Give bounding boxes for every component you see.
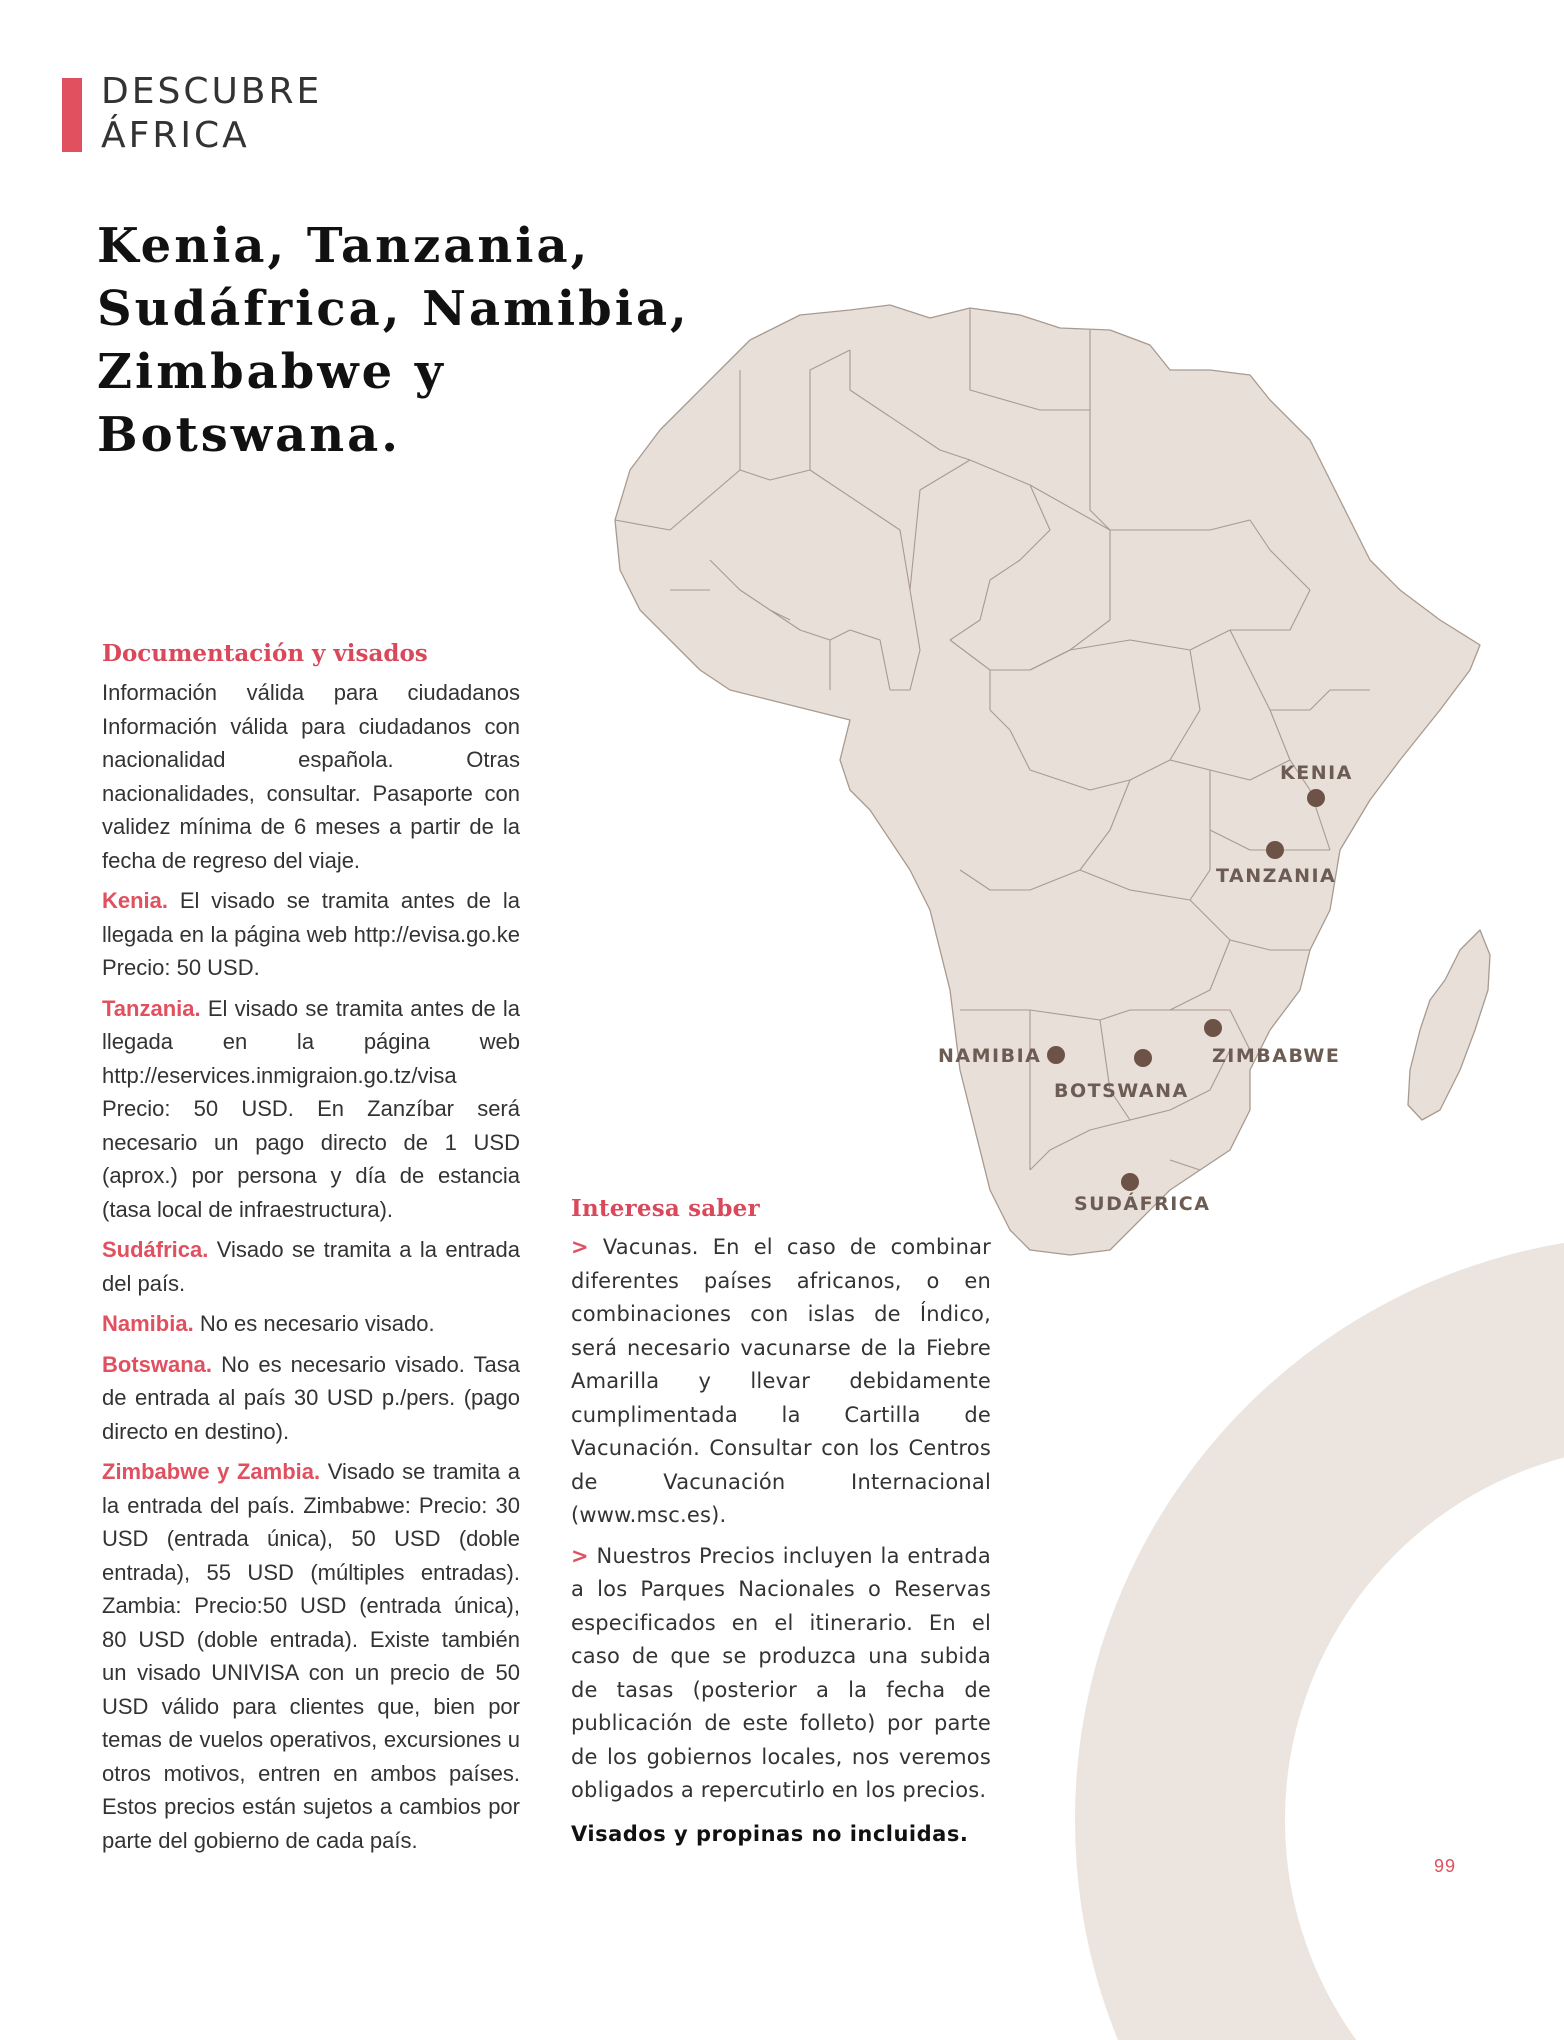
marker-namibia [1047, 1046, 1065, 1064]
africa-map [610, 290, 1500, 1270]
page-number: 99 [1434, 1856, 1457, 1876]
title-line4: Botswana. [97, 407, 401, 463]
marker-kenia [1307, 789, 1325, 807]
visa-text: No es necesario visado. [193, 1311, 435, 1336]
label-namibia: NAMIBIA [938, 1045, 1042, 1067]
visa-item-zimbabwe-zambia [102, 1455, 520, 1857]
page-title [97, 215, 697, 467]
label-kenia: KENIA [1280, 762, 1353, 784]
documentation-section [102, 636, 520, 1864]
title-line1: Kenia, Tanzania, [97, 218, 591, 274]
marker-sudafrica [1121, 1173, 1139, 1191]
visa-country-label: Botswana. [102, 1351, 213, 1377]
madagascar [1408, 930, 1490, 1120]
visa-country-label: Tanzania. [102, 995, 201, 1021]
section-tag [101, 70, 322, 158]
visa-country-label: Kenia. [102, 888, 169, 913]
visa-country-label: Zimbabwe y Zambia. [102, 1459, 321, 1484]
label-tanzania: TANZANIA [1216, 865, 1337, 887]
marker-botswana [1134, 1049, 1152, 1067]
bullet-arrow-icon: > [571, 1235, 589, 1259]
visa-text: No es necesario visado. Tasa de entrada al país 30 USD p./pers. (pago directo en destino). [102, 1351, 520, 1444]
label-botswana: BOTSWANA [1054, 1080, 1189, 1102]
section-accent-bar [62, 78, 82, 152]
info-heading: Interesa saber [571, 1195, 760, 1222]
visa-text: Visado se tramita a la entrada del país. [102, 1237, 520, 1296]
visa-text: El visado se tramita antes de la llegada en la página web http://evisa.go.ke Precio: 50 USD. [102, 888, 520, 980]
title-line2: Sudáfrica, Namibia, [97, 281, 690, 337]
info-note: Visados y propinas no incluidas. [571, 1821, 969, 1846]
info-bullet-text: Vacunas. En el caso de combinar diferentes países africanos, o en combinaciones con islas de Índico, será necesario vacunarse de la Fiebre Amarilla y llevar debidamente cumplimentada la Cartilla de Vacunación. Consultar con los Centros de Vacunación Internacional (www.msc.es). [571, 1235, 991, 1527]
visa-item-botswana [102, 1348, 520, 1449]
info-section [571, 1191, 991, 1858]
section-tag-line1: DESCUBRE [101, 71, 323, 112]
visa-item-kenia [102, 884, 520, 985]
section-tag-line2: ÁFRICA [101, 115, 250, 156]
documentation-intro: Información válida para ciudadanos Información válida para ciudadanos con nacionalidad española. Otras nacionalidades, consultar. Pasaporte con validez mínima de 6 meses a partir de la fecha de regreso del viaje. [102, 680, 520, 873]
title-line3: Zimbabwe y [97, 344, 446, 400]
label-zimbabwe: ZIMBABWE [1212, 1045, 1341, 1067]
bullet-arrow-icon: > [571, 1543, 589, 1568]
visa-item-tanzania [102, 992, 520, 1227]
marker-zimbabwe [1204, 1019, 1222, 1037]
info-bullet-text: Nuestros Precios incluyen la entrada a los Parques Nacionales o Reservas especificados en el itinerario. En el caso de que se produzca una subida de tasas (posterior a la fecha de publicación de este folleto) por parte de los gobiernos locales, nos veremos obligados a repercutirlo en los precios. [571, 1543, 991, 1802]
info-bullet-vacunas [571, 1231, 991, 1533]
visa-item-sudafrica [102, 1233, 520, 1300]
visa-text: Visado se tramita a la entrada del país. Zimbabwe: Precio: 30 USD (entrada única), 50 USD (doble entrada), 55 USD (múltiples entradas). Zambia: Precio:50 USD (entrada única), 80 USD (doble entrada). Existe también un visado UNIVISA con un precio de 50 USD válido para clientes que, bien por temas de vuelos operativos, excursiones u otros motivos, entren en ambos países. Estos precios están sujetos a cambios por parte del gobierno de cada país. [102, 1459, 520, 1853]
visa-country-label: Sudáfrica. [102, 1237, 209, 1262]
label-sudafrica: SUDÁFRICA [1074, 1193, 1211, 1215]
visa-item-namibia [102, 1307, 520, 1341]
marker-tanzania [1266, 841, 1284, 859]
visa-country-label: Namibia. [102, 1311, 194, 1336]
documentation-heading: Documentación y visados [102, 640, 428, 667]
visa-text: El visado se tramita antes de la llegada en la página web http://eservices.inmigraion.go.tz/visa Precio: 50 USD. En Zanzíbar será necesario un pago directo de 1 USD (aprox.) por persona y día de estancia (tasa local de infraestructura). [102, 995, 520, 1222]
info-bullet-precios [571, 1540, 991, 1808]
